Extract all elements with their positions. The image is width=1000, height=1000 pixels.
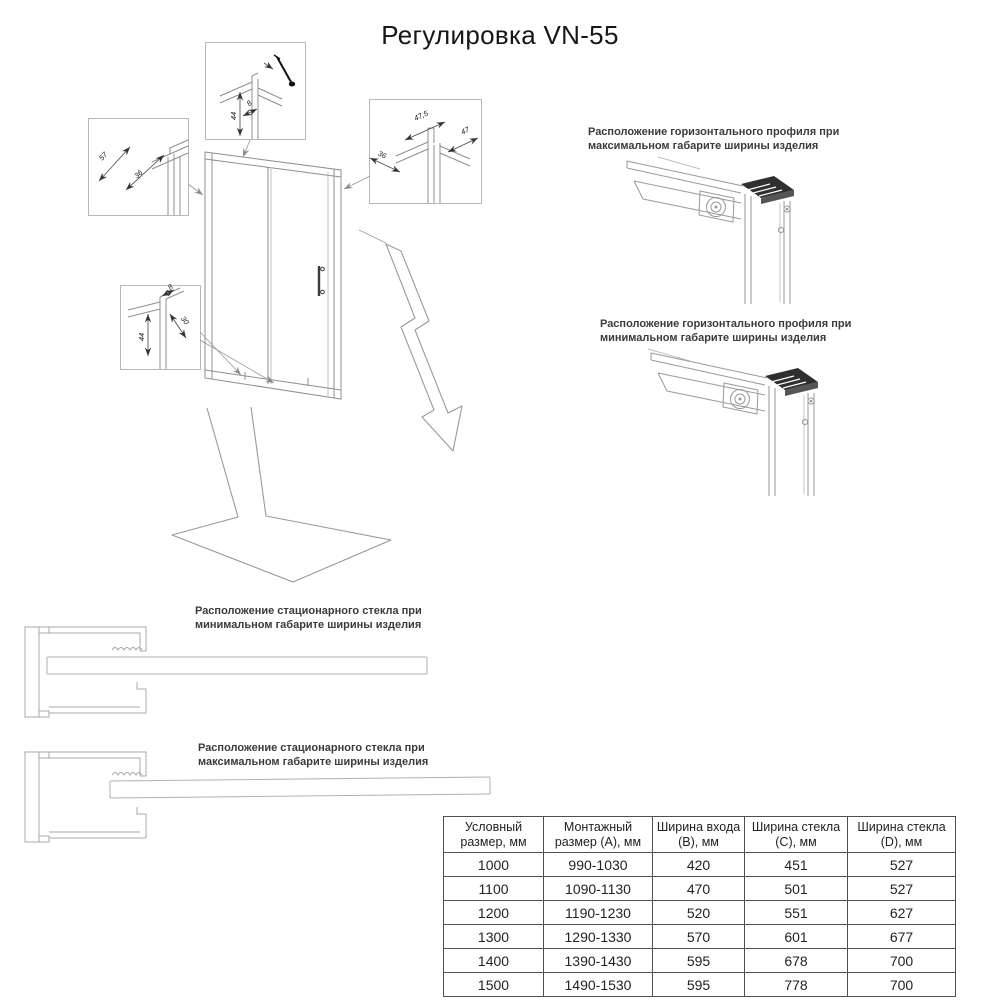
door-handle <box>319 266 324 296</box>
dim-label: 36 <box>376 148 388 161</box>
cell: 990-1030 <box>544 853 653 877</box>
annotation-line: Расположение горизонтального профиля при <box>600 318 852 330</box>
cell: 678 <box>745 949 848 973</box>
cell: 551 <box>745 901 848 925</box>
leader-lines <box>188 140 700 383</box>
table-row <box>444 925 956 949</box>
annotation-line: Расположение горизонтального профиля при <box>588 126 840 138</box>
col-header-entry-width: Ширина входа (B), мм <box>653 817 745 853</box>
table-header-row <box>444 817 956 853</box>
detail-box-top-left <box>89 119 189 216</box>
detail-box-top-right <box>370 100 482 204</box>
door-drawing <box>205 152 341 399</box>
page-title: Регулировка VN-55 <box>381 20 619 50</box>
col-header-mounting-size: Монтажный размер (A), мм <box>544 817 653 853</box>
cell: 1200 <box>444 901 544 925</box>
cell: 501 <box>745 877 848 901</box>
table-row <box>444 949 956 973</box>
annotation-line: Расположение стационарного стекла при <box>195 605 422 617</box>
zigzag-arrow <box>386 244 462 451</box>
cell: 1490-1530 <box>544 973 653 997</box>
cell: 1000 <box>444 853 544 877</box>
dim-label: 57 <box>97 150 110 163</box>
col-header-glass-d-width: Ширина стекла (D), мм <box>848 817 956 853</box>
cell: 420 <box>653 853 745 877</box>
annotation-line: максимальном габарите ширины изделия <box>198 755 429 768</box>
dim-label: 30 <box>178 314 192 327</box>
dim-label: 47,5 <box>412 108 430 123</box>
cell: 451 <box>745 853 848 877</box>
glass-panel-min <box>47 657 427 674</box>
dim-label: 8 <box>244 98 254 108</box>
cell: 520 <box>653 901 745 925</box>
table-row <box>444 901 956 925</box>
cell: 595 <box>653 949 745 973</box>
cell: 1290-1330 <box>544 925 653 949</box>
cell: 700 <box>848 949 956 973</box>
table-row <box>444 853 956 877</box>
cell: 527 <box>848 877 956 901</box>
dim-label: 8 <box>165 282 175 292</box>
screw-icon <box>264 55 295 87</box>
cell: 1090-1130 <box>544 877 653 901</box>
annotation-line: Расположение стационарного стекла при <box>198 742 425 754</box>
spec-table <box>443 816 956 997</box>
cell: 595 <box>653 973 745 997</box>
cell: 1100 <box>444 877 544 901</box>
annotation-line: минимальном габарите ширины изделия <box>600 331 827 344</box>
annotation-line: минимальном габарите ширины изделия <box>195 618 422 631</box>
col-header-glass-c-width: Ширина стекла (C), мм <box>745 817 848 853</box>
corner-assembly-min <box>651 353 818 496</box>
wall-profile-section <box>25 627 146 717</box>
cell: 1300 <box>444 925 544 949</box>
annotation-line: максимальном габарите ширины изделия <box>588 139 819 152</box>
down-arrow <box>172 407 391 582</box>
annotation-horizontal-profile-min <box>600 318 851 345</box>
wall-profile-section-max <box>25 752 146 842</box>
cell: 1400 <box>444 949 544 973</box>
annotation-horizontal-profile-max <box>588 126 839 153</box>
dim-label: 44 <box>137 332 146 342</box>
cell: 470 <box>653 877 745 901</box>
gasket-serration <box>112 648 142 651</box>
cell: 527 <box>848 853 956 877</box>
dim-label: 47 <box>459 124 471 137</box>
cell: 627 <box>848 901 956 925</box>
table-row <box>444 877 956 901</box>
dim-label: 44 <box>229 111 238 121</box>
detail-box-side <box>121 282 201 370</box>
cell: 1500 <box>444 973 544 997</box>
profile-cap <box>741 176 794 204</box>
cell: 1190-1230 <box>544 901 653 925</box>
dim-label: 36 <box>132 168 145 181</box>
annotation-stationary-glass-max <box>198 742 428 769</box>
cell: 570 <box>653 925 745 949</box>
cell: 601 <box>745 925 848 949</box>
cell: 677 <box>848 925 956 949</box>
glass-panel-max <box>110 777 490 798</box>
cell: 778 <box>745 973 848 997</box>
detail-box-top-middle <box>206 43 306 140</box>
col-header-nominal-size: Условный размер, мм <box>444 817 544 853</box>
cell: 1390-1430 <box>544 949 653 973</box>
table-row <box>444 973 956 997</box>
corner-assembly <box>627 161 794 304</box>
annotation-stationary-glass-min <box>195 605 422 632</box>
cell: 700 <box>848 973 956 997</box>
